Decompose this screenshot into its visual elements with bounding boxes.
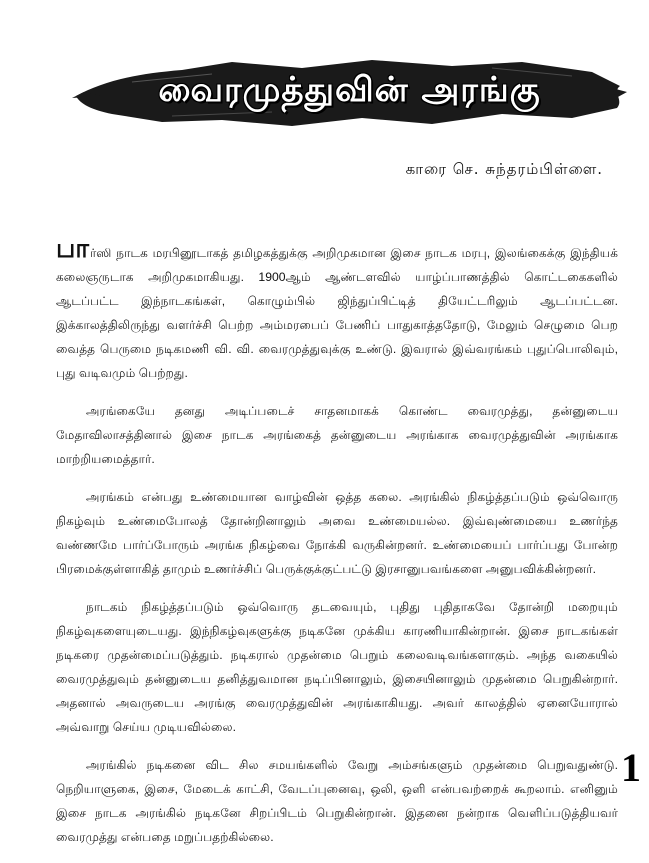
author-name: காரை செ. சுந்தரம்பிள்ளை.	[405, 160, 603, 178]
article-body	[56, 233, 618, 863]
paragraph-2: அரங்கையே தனது அடிப்படைச் சாதனமாகக் கொண்ட வைரமுத்து, தன்னுடைய மேதாவிலாசத்தினால் இசை நாடக அரங்கைத் தன்னுடைய அரங்காக வைரமுத்துவின் அரங்காக மாற்றியமைத்தார்.	[56, 404, 618, 466]
paragraph-4: நாடகம் நிகழ்த்தப்படும் ஒவ்வொரு தடவையும், புதிது புதிதாகவே தோன்றி மறையும் நிகழ்வுகளையுடையது. இந்நிகழ்வுகளுக்கு நடிகனே முக்கிய காரணியாகின்றான். இசை நாடகங்கள் நடிகரை முதன்மைப்படுத்தும். நடிகரால் முதன்மை பெறும் கலைவடிவங்களாகும். அந்த வகையில் வைரமுத்துவும் தன்னுடைய தனித்துவமான நடிப்பினாலும், இசையினாலும் முதன்மை பெறுகின்றார். அதனால் அவருடைய அரங்கு வைரமுத்துவின் அரங்காகியது. அவர் காலத்தில் ஏனையோரால் அவ்வாறு செய்ய முடியவில்லை.	[56, 600, 618, 734]
paragraph-1	[56, 233, 618, 385]
page-number: 1	[621, 745, 641, 790]
page-title: வைரமுத்துவின் அரங்கு	[158, 70, 541, 110]
paragraph-5: அரங்கில் நடிகனை விட சில சமயங்களில் வேறு அம்சங்களும் முதன்மை பெறுவதுண்டு. நெறியாளுகை, இசை, மேடைக் காட்சி, வேடப்புனைவு, ஒலி, ஒளி என்பவற்றைக் கூறலாம். எனினும் இசை நாடக அரங்கில் நடிகனே சிறப்பிடம் பெறுகின்றான். இதனை நன்றாக வெளிப்படுத்தியவர் வைரமுத்து என்பதை மறுப்பதற்கில்லை.	[56, 758, 618, 844]
dropcap: பா	[56, 233, 90, 263]
paragraph-3: அரங்கம் என்பது உண்மையான வாழ்வின் ஒத்த கலை. அரங்கில் நிகழ்த்தப்படும் ஒவ்வொரு நிகழ்வும் உண்மைபோலத் தோன்றினாலும் அவை உண்மையல்ல. இவ்வுண்மையை உணர்ந்த வண்ணமே பார்ப்போரும் அரங்க நிகழ்வை நோக்கி வருகின்றனர். உண்மையைப் பார்ப்பது போன்ற பிரமைக்குள்ளாகித் தாமும் உணர்ச்சிப் பெருக்குக்குட்பட்டு இரசானுபவங்களை அனுபவிக்கின்றனர்.	[56, 490, 618, 576]
title-banner	[72, 52, 627, 132]
paragraph-1-text: ர்ஸி நாடக மரபினூடாகத் தமிழகத்துக்கு அறிமுகமான இசை நாடக மரபு, இலங்கைக்கு இந்தியக் கலைஞருடாக அறிமுகமாகியது. 1900ஆம் ஆண்டளவில் யாழ்ப்பாணத்தில் கொட்டகைகளில் ஆடப்பட்ட இந்நாடகங்கள், கொழும்பில் ஜிந்துப்பிட்டித் தியேட்டரிலும் ஆடப்பட்டன. இக்காலத்திலிருந்து வளர்ச்சி பெற்ற அம்மரபைப் பேணிப் பாதுகாத்ததோடு, மேலும் செழுமை பெற வைத்த பெருமை நடிகமணி வி. வி. வைரமுத்துவுக்கு உண்டு. இவரால் இவ்வரங்கம் புதுப்பொலிவும், புது வடிவமும் பெற்றது.	[56, 246, 618, 380]
